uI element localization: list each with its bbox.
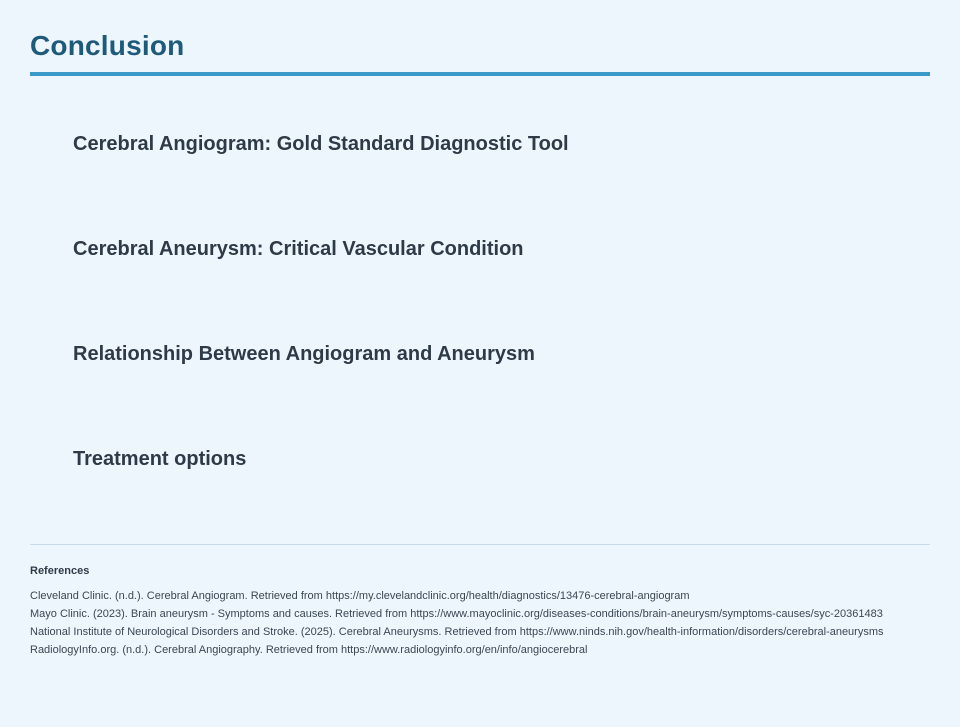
reference-item: RadiologyInfo.org. (n.d.). Cerebral Angiography. Retrieved from https://www.radiologyinfo.org/en/info/angiocerebral (30, 644, 588, 656)
reference-item: National Institute of Neurological Disorders and Stroke. (2025). Cerebral Aneurysms. Retrieved from https://www.ninds.nih.gov/health-information/disorders/cerebral-aneurysms (30, 626, 884, 638)
key-point-relationship: Relationship Between Angiogram and Aneurysm (73, 343, 535, 365)
reference-item: Mayo Clinic. (2023). Brain aneurysm - Symptoms and causes. Retrieved from https://www.mayoclinic.org/diseases-conditions/brain-aneurysm/symptoms-causes/syc-20361483 (30, 608, 883, 620)
title-underline (30, 72, 930, 76)
reference-item: Cleveland Clinic. (n.d.). Cerebral Angiogram. Retrieved from https://my.clevelandclinic.org/health/diagnostics/13476-cerebral-angiogram (30, 590, 690, 602)
references-divider (30, 544, 930, 545)
page-title: Conclusion (30, 30, 185, 61)
references-section (30, 565, 930, 659)
references-list (30, 587, 930, 659)
key-point-treatment: Treatment options (73, 448, 247, 470)
references-heading: References (30, 565, 90, 577)
key-point-angiogram: Cerebral Angiogram: Gold Standard Diagnostic Tool (73, 133, 569, 155)
key-point-aneurysm: Cerebral Aneurysm: Critical Vascular Condition (73, 238, 524, 260)
